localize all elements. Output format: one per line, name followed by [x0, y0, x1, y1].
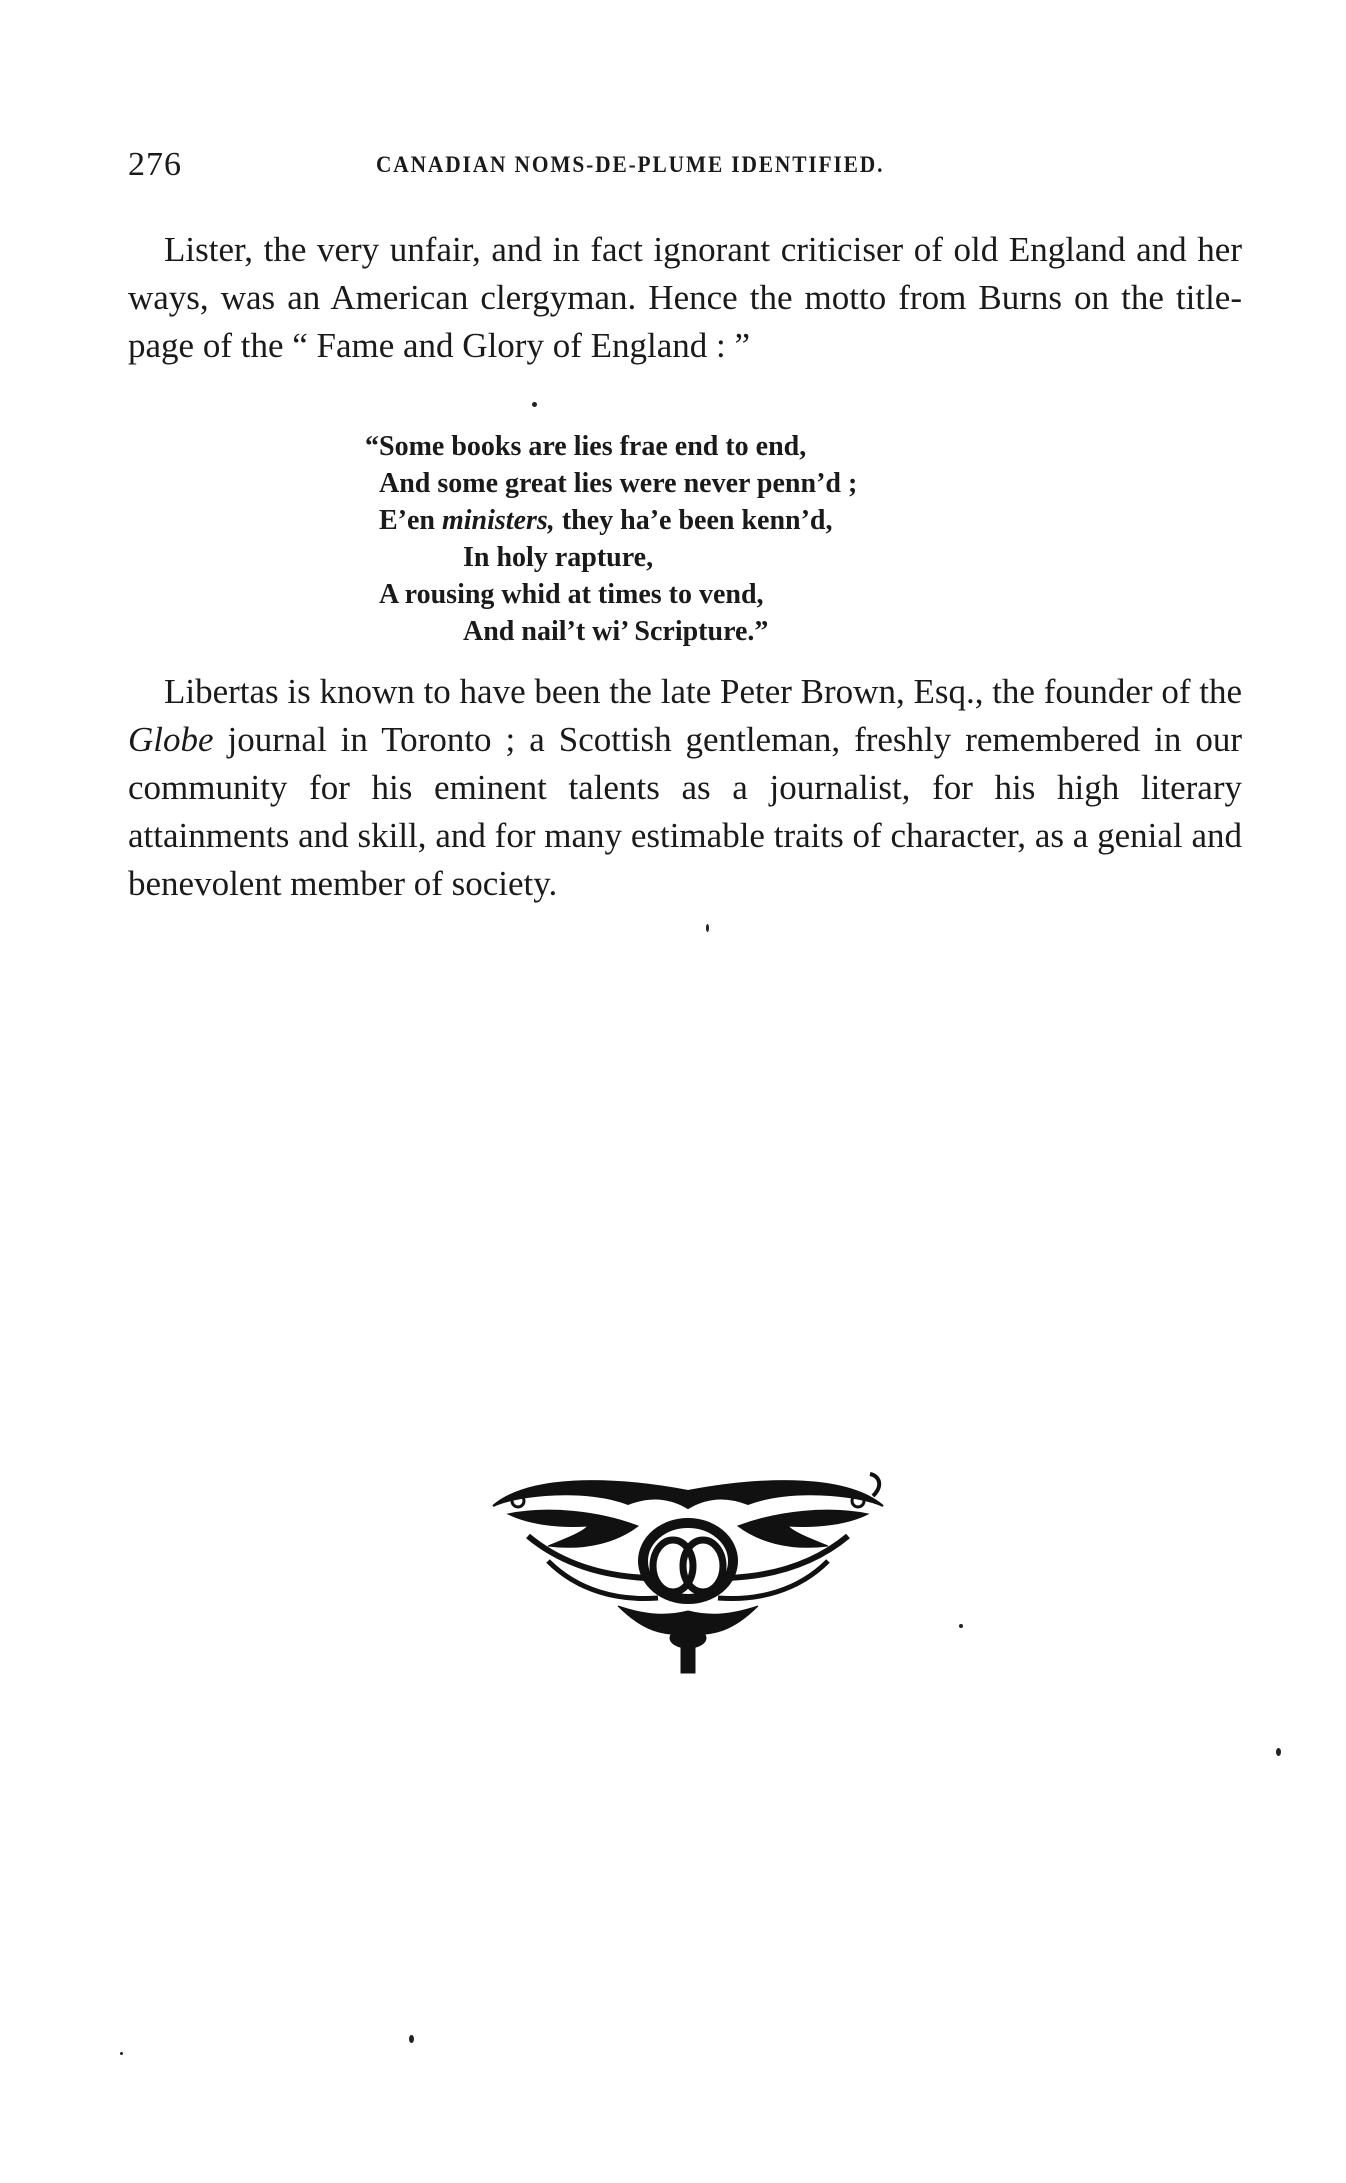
- verse-line-5: A rousing whid at times to vend,: [379, 579, 764, 610]
- verse-line-1: “Some books are lies frae end to end,: [365, 431, 807, 462]
- printing-speck: [409, 2035, 414, 2043]
- paragraph-text: Lister, the very unfair, and in fact ignorant criticiser of old England and her ways, was an American clergyman. Hence the motto from Burns on the title-page of the “ Fame and Glory of England : ”: [128, 230, 1242, 365]
- paragraph-text-after: journal in Toronto ; a Scottish gentleman, freshly remembered in our community for his eminent talents as a journalist, for his high literary attainments and skill, and for many estimable traits of character, as a genial and benevolent member of society.: [128, 720, 1242, 903]
- paragraph-text-before: Libertas is known to have been the late Peter Brown, Esq., the founder of the: [164, 672, 1242, 711]
- verse-line-3-end: they ha’e been kenn’d,: [554, 505, 833, 536]
- page-number: 276: [128, 146, 182, 183]
- verse-line-3-start: E’en: [379, 505, 442, 536]
- printing-speck: [532, 402, 537, 407]
- paragraph-text: [128, 668, 1242, 908]
- burns-verse-quotation: [365, 428, 1065, 650]
- globe-italic: Globe: [128, 720, 214, 759]
- printing-speck: [706, 924, 709, 932]
- verse-line-2: And some great lies were never penn’d ;: [379, 468, 858, 499]
- printing-speck: [959, 1624, 963, 1628]
- verse-line-3-italic: ministers,: [442, 505, 555, 536]
- printing-speck: [1276, 1748, 1281, 1756]
- page-header: [128, 146, 1248, 186]
- verse-line-4: In holy rapture,: [463, 542, 654, 573]
- verse-line-3: [365, 502, 1065, 539]
- paragraph-libertas: [128, 668, 1242, 908]
- paragraph-lister: [128, 226, 1242, 370]
- printing-speck: [120, 2052, 123, 2055]
- decorative-tailpiece-ornament-icon: [488, 1466, 888, 1676]
- running-head: CANADIAN NOMS-DE-PLUME IDENTIFIED.: [376, 152, 885, 177]
- verse-line-6: And nail’t wi’ Scripture.”: [463, 616, 769, 647]
